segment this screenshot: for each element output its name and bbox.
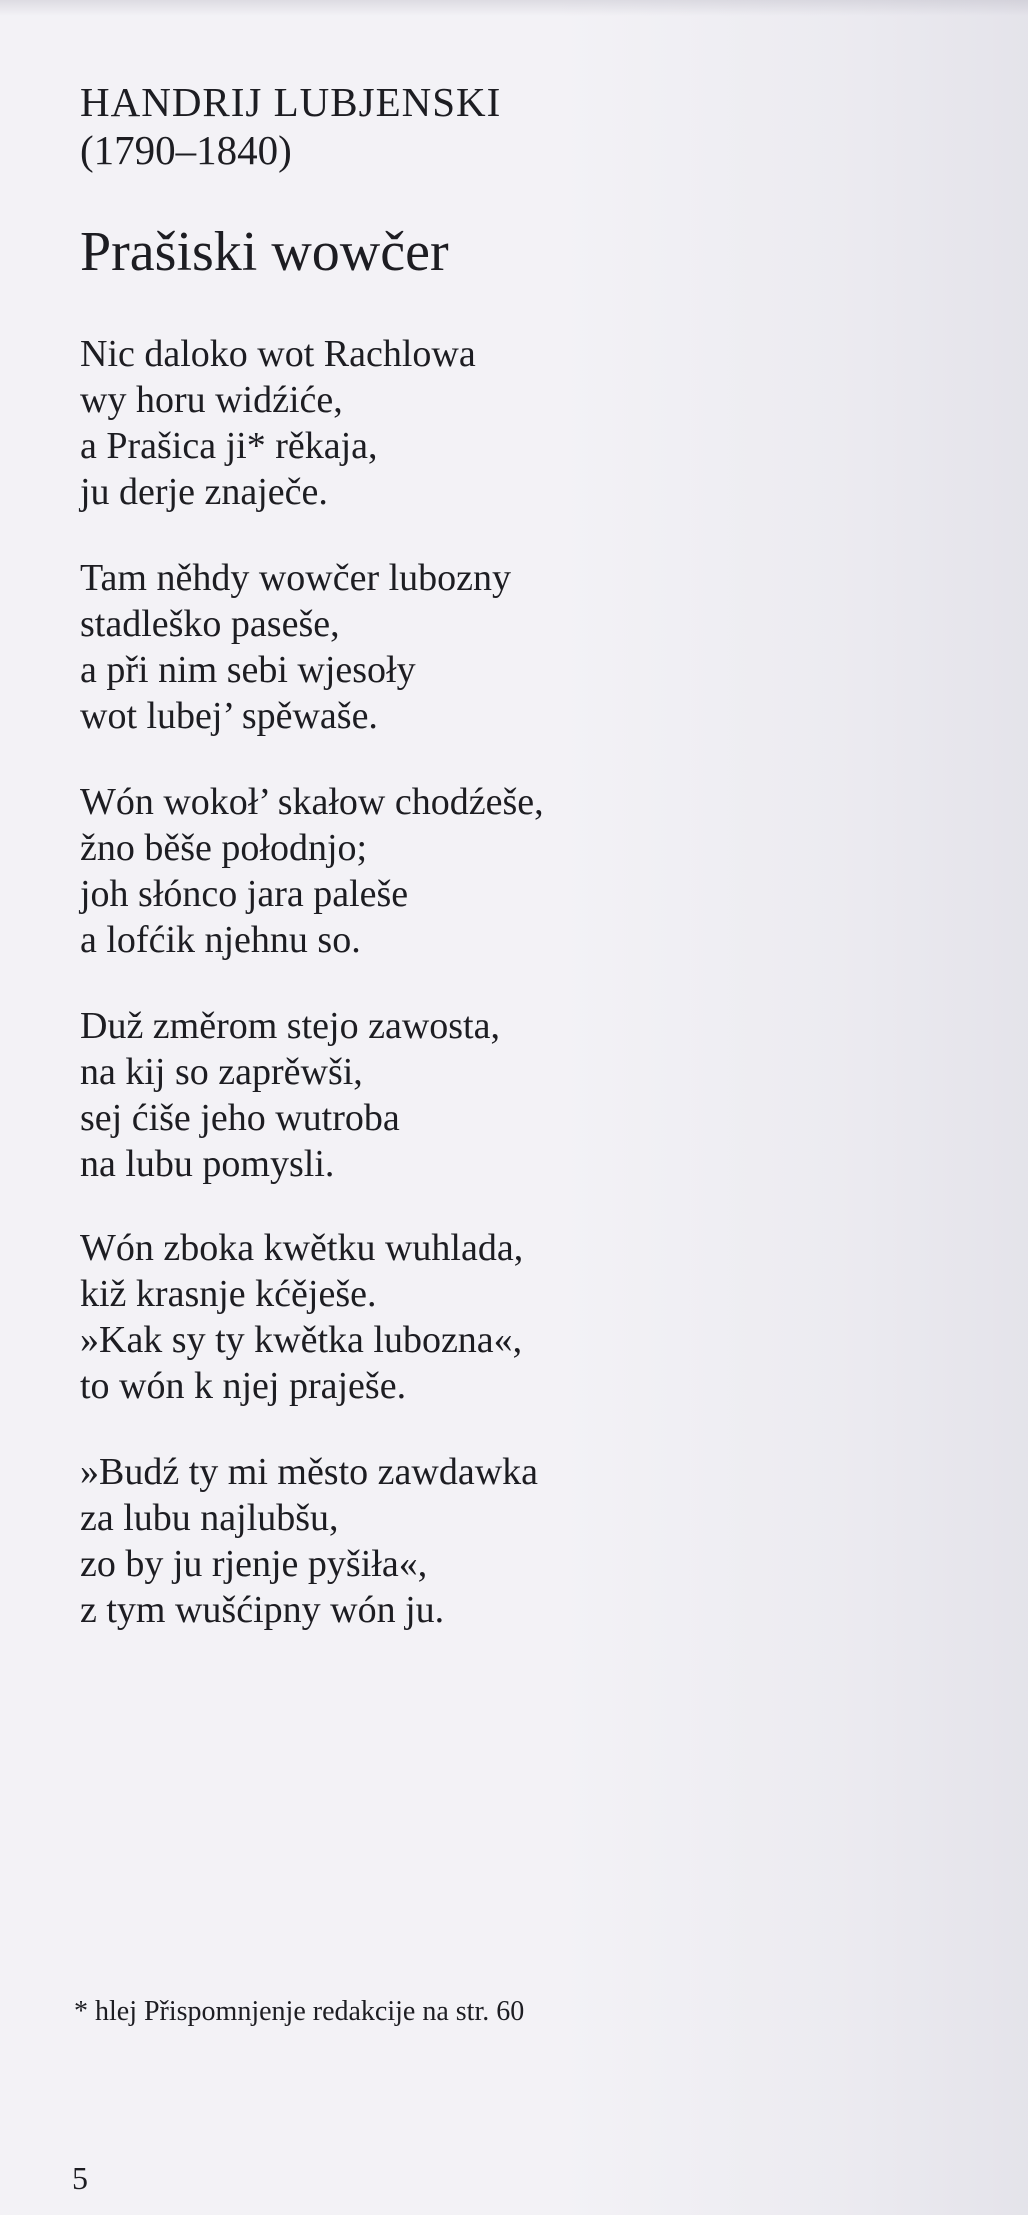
page-top-edge [0,0,1028,16]
poem-line: a lofćik njehnu so. [80,919,361,961]
stanza [80,1003,640,1187]
poem-line: Nic daloko wot Rachlowa [80,333,476,375]
poem-line: na kij so zaprěwši, [80,1051,363,1093]
page-number: 5 [72,2160,88,2196]
poem-line: a Prašica ji* rěkaja, [80,425,378,467]
poem-line: joh słónco jara paleše [80,873,409,915]
poem-line: to wón k njej praješe. [80,1365,407,1407]
author-years: (1790–1840) [80,127,292,173]
poem-line: ju derje znaječe. [80,471,328,513]
poem-line: zo by ju rjenje pyšiła«, [80,1543,428,1585]
poem-line: na lubu pomysli. [80,1143,335,1185]
poem-line: wot lubej’ spěwaše. [80,695,378,737]
stanza [80,1225,640,1409]
poem-line: Tam něhdy wowčer lubozny [80,557,512,599]
stanza [80,555,640,739]
stanza [80,331,640,515]
poem-title: Prašiski wowčer [80,221,449,283]
poem-line: »Kak sy ty kwětka lubozna«, [80,1319,523,1361]
stanza [80,1449,640,1633]
author-name: HANDRIJ LUBJENSKI [80,79,502,125]
poem-page [80,78,640,1633]
poem-line: kiž krasnje kćěješe. [80,1273,377,1315]
poem-line: z tym wušćipny wón ju. [80,1589,445,1631]
poem-line: a při nim sebi wjesoły [80,649,416,691]
poem-line: Duž změrom stejo zawosta, [80,1005,500,1047]
poem-line: Wón wokoł’ skałow chodźeše, [80,781,544,823]
footnote: * hlej Přispomnjenje redakcije na str. 60 [74,1996,525,2027]
stanza [80,779,640,963]
poem-line: wy horu widźiće, [80,379,343,421]
poem-line: žno běše połodnjo; [80,827,368,869]
poem-line: Wón zboka kwětku wuhlada, [80,1227,524,1269]
poem-line: sej ćiše jeho wutroba [80,1097,400,1139]
poem-body [80,331,640,1633]
poem-line: za lubu najlubšu, [80,1497,339,1539]
poem-line: »Budź ty mi město zawdawka [80,1451,539,1493]
poem-line: stadleško paseše, [80,603,340,645]
